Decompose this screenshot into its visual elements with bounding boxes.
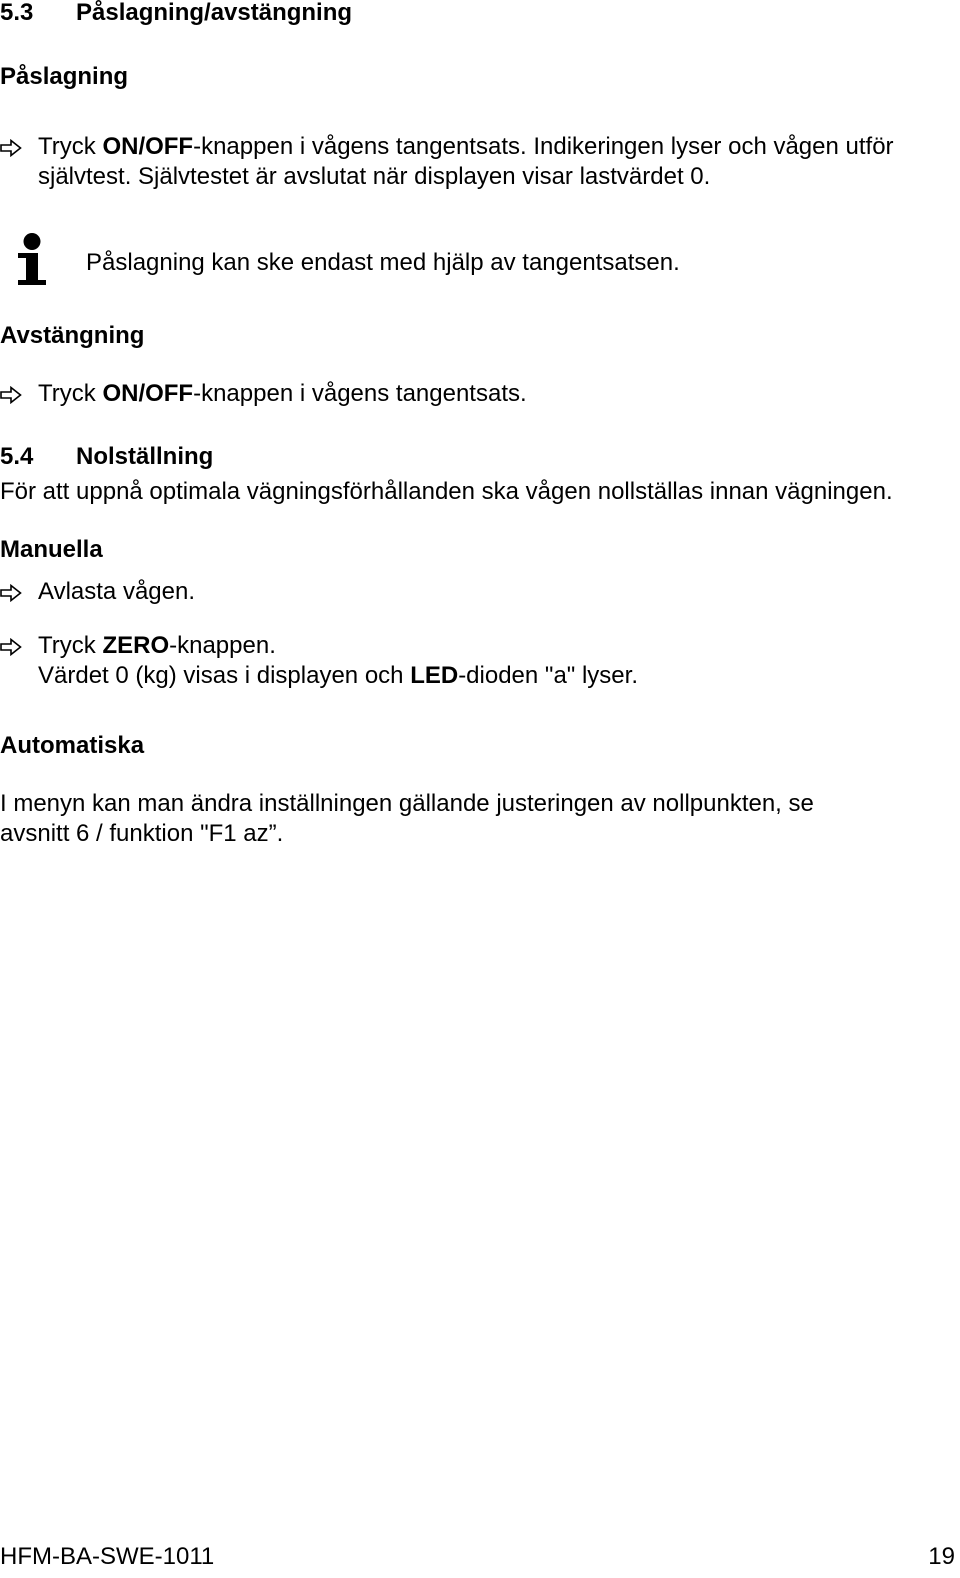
footer-page-number: 19 <box>928 1543 955 1570</box>
hollow-right-arrow-icon <box>0 638 22 656</box>
info-icon <box>16 232 48 286</box>
footer-doc-id: HFM-BA-SWE-1011 <box>0 1543 215 1570</box>
manuella-step-2-line-2 <box>38 661 638 690</box>
manuella-heading: Manuella <box>0 536 103 563</box>
key-name: ON/OFF <box>102 133 194 160</box>
hollow-right-arrow-icon <box>0 584 22 602</box>
step-text: Tryck <box>38 380 103 407</box>
section-number: 5.3 <box>0 0 34 26</box>
section-5-4-heading <box>0 442 213 471</box>
step-text: -knappen i vågens tangentsats. Indikeringen lyser och vågen utför <box>193 133 894 160</box>
section-5-4-intro: För att uppnå optimala vägningsförhållanden ska vågen nollställas innan vägningen. <box>0 478 893 505</box>
step-text: -dioden "a" lyser. <box>458 662 638 689</box>
hollow-right-arrow-icon <box>0 139 22 157</box>
key-name: ZERO <box>102 632 170 659</box>
step-text: Värdet 0 (kg) visas i displayen och <box>38 662 411 689</box>
automatiska-line-2: avsnitt 6 / funktion "F1 az”. <box>0 820 284 847</box>
step-text: -knappen. <box>169 632 276 659</box>
avstangning-step-1 <box>38 379 527 408</box>
key-name: ON/OFF <box>102 380 194 407</box>
section-title: Nolställning <box>76 443 214 470</box>
paslagning-note: Påslagning kan ske endast med hjälp av tangentsatsen. <box>86 249 680 276</box>
paslagning-step-1 <box>38 132 894 161</box>
manuella-step-1: Avlasta vågen. <box>38 578 195 605</box>
step-text: Tryck <box>38 133 103 160</box>
automatiska-heading: Automatiska <box>0 732 145 759</box>
manuella-step-2 <box>38 631 276 660</box>
step-text: -knappen i vågens tangentsats. <box>193 380 527 407</box>
section-5-3-heading <box>0 0 352 27</box>
paslagning-heading: Påslagning <box>0 63 129 90</box>
avstangning-heading: Avstängning <box>0 322 145 349</box>
step-text: Tryck <box>38 632 103 659</box>
automatiska-line-1: I menyn kan man ändra inställningen gällande justeringen av nollpunkten, se <box>0 790 814 817</box>
section-number: 5.4 <box>0 443 34 470</box>
led-label: LED <box>410 662 459 689</box>
hollow-right-arrow-icon <box>0 386 22 404</box>
section-title: Påslagning/avstängning <box>76 0 353 26</box>
paslagning-step-1-line-2: självtest. Självtestet är avslutat när displayen visar lastvärdet 0. <box>38 163 711 190</box>
